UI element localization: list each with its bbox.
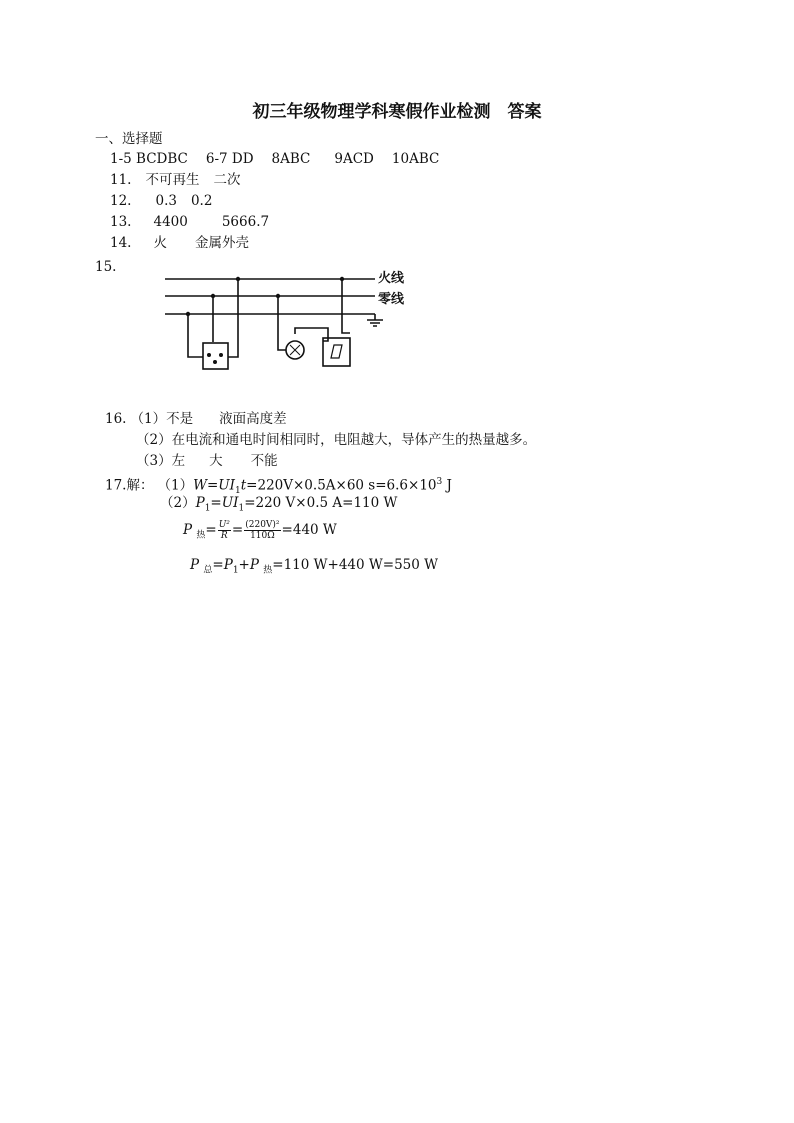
answer-15-number: 15.: [95, 259, 117, 275]
ground-symbol: [367, 314, 383, 326]
neutral-wire-label: 零线: [378, 292, 405, 307]
mc-answer-9: 9ACD: [334, 151, 374, 167]
answer-16-part-2: （2）在电流和通电时间相同时，电阻越大，导体产生的热量越多。: [136, 432, 537, 448]
mc-answer-6-7: 6-7 DD: [205, 151, 254, 167]
wiring-diagram: [150, 262, 430, 377]
socket-icon: [203, 343, 228, 369]
mc-answer-10: 10ABC: [391, 151, 440, 167]
answer-16-part-1: 16. （1）不是 液面高度差: [105, 411, 287, 427]
lamp-wire-neutral: [278, 296, 286, 350]
section-heading: 一、选择题: [95, 131, 163, 147]
fraction-220v2-over-110ohm: $\frac{\text{(220V)²}}{110\Omega}$: [245, 520, 280, 541]
answer-16-part-3: （3）左 大 不能: [136, 453, 278, 469]
switch-icon: [323, 338, 350, 366]
mc-answer-1-5: 1-5 BCDBC: [110, 151, 188, 167]
live-wire-label: 火线: [378, 271, 405, 286]
mc-answers: [110, 150, 439, 168]
page-title: 初三年级物理学科寒假作业检测 答案: [252, 102, 542, 122]
answer-11: 11. 不可再生 二次: [110, 172, 241, 188]
answer-17-total-power: P $_总=P_1+P$ $_热$=110 W+440 W=550 W: [190, 557, 439, 576]
answer-17-part-2: $(2)P_1=UI_1=220$ V×0.5 A=110 W: [160, 495, 398, 514]
mc-answer-8: 8ABC: [271, 151, 311, 167]
answer-13: 13. 4400 5666.7: [110, 214, 270, 230]
answer-17-heat-power: P $_热$= $\frac{\text{U²}}{R}$ = $\frac{\text{(220V)²}}{110\Omega}$ =440 W: [183, 520, 337, 541]
answer-12: 12. 0.3 0.2: [110, 193, 213, 209]
socket-wire-ground: [188, 314, 203, 357]
fraction-u2-over-r: $\frac{\text{U²}}{R}$: [218, 520, 230, 541]
answer-14: 14. 火 金属外壳: [110, 235, 249, 251]
answer-17-part-1: 17.解： $(1)W=UI_1t=220V\times 0.5A\times 60$ $s=6.6\times 10^3$ J: [105, 477, 452, 497]
socket-wire-live: [228, 279, 238, 357]
lamp-wire-live: [342, 279, 350, 333]
